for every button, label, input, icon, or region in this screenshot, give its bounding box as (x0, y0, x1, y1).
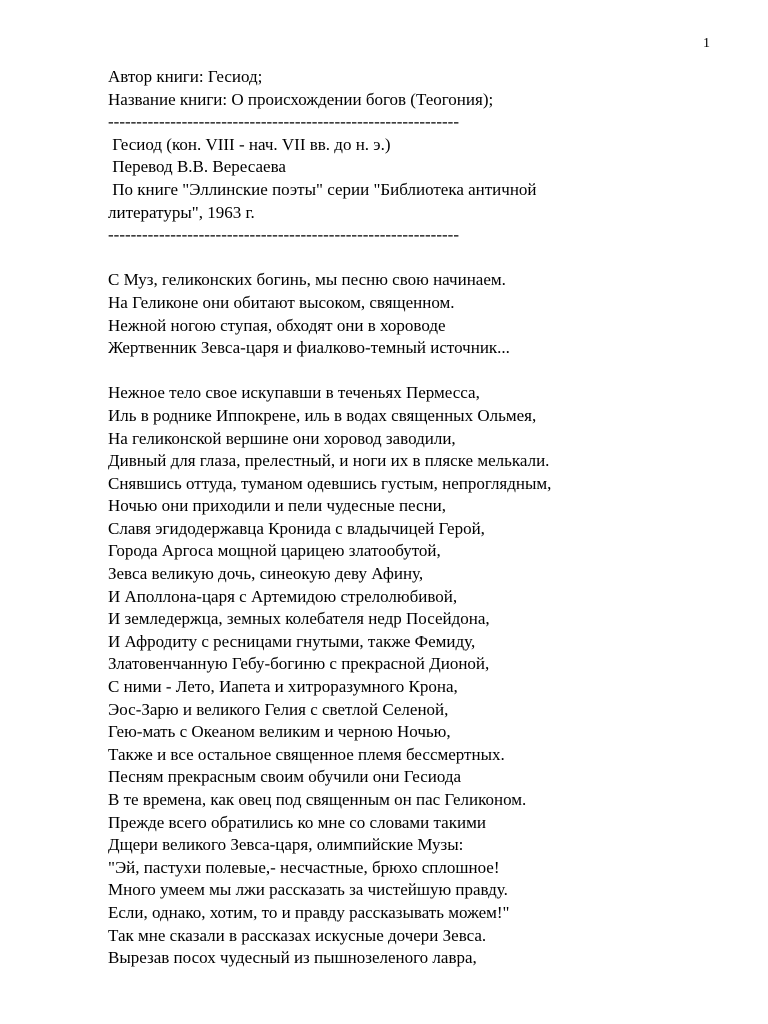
verse-line: "Эй, пастухи полевые,- несчастные, брюхо сплошное! (108, 857, 500, 877)
book-title-line: Название книги: О происхождении богов (Теогония); (108, 89, 494, 109)
verse-line: Если, однако, хотим, то и правду рассказывать можем!" (108, 902, 510, 922)
info-line: Перевод В.В. Вересаева (108, 157, 286, 177)
verse-line: С Муз, геликонских богинь, мы песню свою начинаем. (108, 270, 506, 290)
verse-line: И земледержца, земных колебателя недр Посейдона, (108, 609, 490, 629)
verse-line: Гею-мать с Океаном великим и черною Ночью, (108, 722, 451, 742)
verse-line: Иль в роднике Иппокрене, иль в водах священных Ольмея, (108, 405, 537, 425)
verse-line: Нежной ногою ступая, обходят они в хороводе (108, 315, 446, 335)
verse-line: Славя эгидодержавца Кронида с владычицей Герой, (108, 518, 485, 538)
author-line: Автор книги: Гесиод; (108, 67, 263, 86)
verse-line: Так мне сказали в рассказах искусные дочери Зевса. (108, 925, 487, 945)
verse-line: Эос-Зарю и великого Гелия с светлой Селеной, (108, 699, 449, 719)
verse-line: В те времена, как овец под священным он пас Геликоном. (108, 790, 527, 809)
verse-line: Жертвенник Зевса-царя и фиалково-темный источник... (108, 338, 510, 358)
info-line: Гесиод (кон. VIII - нач. VII вв. до н. э.) (108, 134, 391, 154)
verse-line: Много умеем мы лжи рассказать за чистейшую правду. (108, 880, 508, 900)
verse-line: С ними - Лето, Иапета и хитроразумного Крона, (108, 677, 458, 697)
stanza-2 (108, 382, 748, 969)
verse-line: На Геликоне они обитают высоком, священном. (108, 292, 455, 312)
blank-line (108, 360, 748, 383)
verse-line: Дщери великого Зевса-царя, олимпийские Музы: (108, 835, 464, 855)
verse-line: Дивный для глаза, прелестный, и ноги их в пляске мелькали. (108, 451, 550, 471)
verse-line: Прежде всего обратились ко мне со словами такими (108, 812, 486, 832)
verse-line: Ночью они приходили и пели чудесные песни, (108, 496, 447, 516)
verse-line: И Афродиту с ресницами гнутыми, также Фемиду, (108, 631, 476, 651)
verse-line: Златовенчанную Гебу-богиню с прекрасной Дионой, (108, 654, 490, 674)
separator-top: -------------------------------------------------------------- (108, 112, 459, 132)
blank-line (108, 247, 748, 270)
verse-line: Зевса великую дочь, синеокую деву Афину, (108, 564, 424, 584)
verse-line: И Аполлона-царя с Артемидою стрелолюбивой, (108, 586, 458, 606)
separator-bottom: -------------------------------------------------------------- (108, 225, 459, 245)
verse-line: Города Аргоса мощной царицею златообутой, (108, 541, 441, 561)
verse-line: Также и все остальное священное племя бессмертных. (108, 744, 505, 764)
info-line: литературы", 1963 г. (108, 202, 255, 222)
verse-line: На геликонской вершине они хоровод заводили, (108, 428, 456, 448)
verse-line: Песням прекрасным своим обучили они Гесиода (108, 767, 462, 787)
verse-line: Снявшись оттуда, туманом одевшись густым, непроглядным, (108, 473, 552, 493)
page-number: 1 (703, 36, 710, 51)
verse-line: Вырезав посох чудесный из пышнозеленого лавра, (108, 948, 477, 968)
document-body (108, 66, 748, 970)
verse-line: Нежное тело свое искупавши в теченьях Пермесса, (108, 383, 480, 403)
info-line: По книге "Эллинские поэты" серии "Библиотека античной (108, 179, 537, 199)
stanza-1 (108, 269, 748, 359)
